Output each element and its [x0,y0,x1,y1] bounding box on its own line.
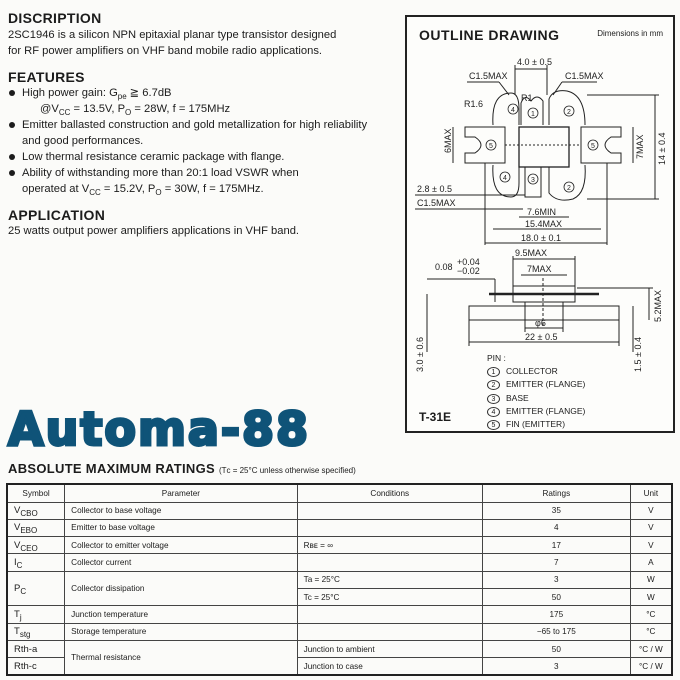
pin-number-icon: 5 [487,420,500,430]
cell-rating: 7 [482,554,630,571]
dim-min-lead: 7.6MIN [527,207,557,217]
pin-legend [487,352,585,431]
pin-item [487,418,585,431]
cell-rating: 175 [482,606,630,623]
pin-label: EMITTER (FLANGE) [506,405,586,416]
pin-item [487,392,585,405]
pin-item [487,378,585,391]
feature-item: Low thermal resistance ceramic package with flange. [8,149,388,165]
dim-offset: 2.8 ± 0.5 [417,184,452,194]
svg-text:2: 2 [567,185,571,192]
table-row [7,606,672,623]
cell-unit: °C / W [630,658,672,675]
cell-conditions [297,623,482,640]
symbol-text: V [14,505,21,517]
pin-item [487,405,585,418]
dim-flange-thickness: 1.5 ± 0.4 [633,337,643,372]
cell-symbol [7,554,65,571]
symbol-subscript: CEO [20,543,38,553]
pin-number-icon: 4 [487,407,500,417]
dim-cap-width: 9.5MAX [515,248,548,258]
svg-text:4: 4 [511,107,515,114]
feature-text: = 13.5V, P [70,103,126,115]
cell-symbol: Rth-a [7,640,65,657]
feature-text: = 15.2V, P [100,183,156,195]
cell-rating: 3 [482,571,630,588]
dim-overall-height: 14 ± 0.4 [657,132,667,165]
cell-rating: 35 [482,502,630,519]
feature-text: operated at V [22,183,90,195]
cell-parameter: Collector to base voltage [65,502,297,519]
dim-flange-length: 22 ± 0.5 [525,332,558,342]
dim-r1: R1 [521,93,533,103]
application-section [8,207,388,239]
dim-height: 5.2MAX [653,289,663,322]
dim-r16: R1.6 [464,99,484,109]
pin-legend-title: PIN : [487,353,506,363]
feature-text: @V [40,103,59,115]
description-line-2: for RF power amplifiers on VHF band mobile radio applications. [8,45,323,57]
cell-parameter: Collector to emitter voltage [65,537,297,554]
feature-text: Ability of withstanding more than 20:1 load VSWR when [22,167,299,179]
cell-symbol [7,606,65,623]
cell-conditions: Ta = 25°C [297,571,482,588]
cell-rating: 50 [482,640,630,657]
svg-text:4: 4 [503,175,507,182]
cell-rating: −65 to 175 [482,623,630,640]
cell-unit: °C / W [630,640,672,657]
cell-conditions [297,502,482,519]
pin-label: COLLECTOR [506,366,558,377]
features-section [8,69,388,197]
application-heading: APPLICATION [8,207,106,223]
feature-subscript: O [155,188,162,197]
table-row [7,554,672,571]
feature-subscript: pe [117,92,127,101]
cell-conditions [297,554,482,571]
outline-drawing-panel [405,15,675,433]
cell-parameter: Storage temperature [65,623,297,640]
cell-symbol [7,537,65,554]
pin-label: EMITTER (FLANGE) [506,379,586,390]
top-view-drawing-icon [407,47,677,247]
symbol-text: P [14,582,21,594]
cell-conditions [297,606,482,623]
table-header-row [7,484,672,502]
cell-conditions: Junction to ambient [297,640,482,657]
cell-parameter: Collector dissipation [65,571,297,606]
table-row [7,537,672,554]
svg-text:3: 3 [531,177,535,184]
dim-tolerance: 0.08 [435,262,453,272]
dim-stud: φ6 [535,318,546,328]
dimensions-unit-note: Dimensions in mm [597,29,663,38]
symbol-text: I [14,557,17,569]
cell-parameter: Thermal resistance [65,640,297,675]
symbol-subscript: CBO [20,509,38,519]
package-code: T-31E [419,410,452,424]
feature-text: ≧ 6.7dB [126,87,172,99]
dim-overall-width: 18.0 ± 0.1 [521,233,561,243]
cell-conditions [297,519,482,536]
cell-unit: °C [630,606,672,623]
left-column [8,10,388,249]
symbol-subscript: EBO [20,526,38,536]
svg-text:2: 2 [567,109,571,116]
outline-title: OUTLINE DRAWING [419,27,560,43]
pin-item [487,365,585,378]
cell-symbol [7,519,65,536]
cell-rating: 3 [482,658,630,675]
dim-inner-width: 7MAX [527,264,552,274]
description-line-1: 2SC1946 is a silicon NPN epitaxial planar type transistor designed [8,29,337,41]
ratings-title: ABSOLUTE MAXIMUM RATINGS [8,461,216,476]
brand-logo: Automa-88 [8,402,311,456]
ratings-table [6,483,673,676]
feature-condition [22,101,388,117]
col-ratings: Ratings [482,484,630,502]
feature-text: High power gain: G [22,87,118,99]
cell-rating: 4 [482,519,630,536]
pin-number-icon: 1 [487,367,500,377]
dim-chamfer-left: C1.5MAX [469,71,508,81]
dim-body-height: 7MAX [635,134,645,159]
cell-symbol [7,623,65,640]
feature-item: Emitter ballasted construction and gold metallization for high reliability and good performances. [8,117,388,149]
description-section [8,10,388,59]
pin-label: FIN (EMITTER) [506,419,566,430]
pin-label: BASE [506,392,529,403]
symbol-text: V [14,539,21,551]
ratings-heading [8,461,356,476]
svg-text:1: 1 [531,111,535,118]
symbol-text: T [14,626,20,638]
feature-subscript: CC [58,108,71,117]
cell-parameter: Emitter to base voltage [65,519,297,536]
dim-chamfer-right: C1.5MAX [565,71,604,81]
dim-flange-height: 6MAX [443,128,453,153]
col-symbol: Symbol [7,484,65,502]
feature-subscript: O [125,108,132,117]
pin-number-icon: 3 [487,394,500,404]
table-row [7,640,672,657]
cell-unit: A [630,554,672,571]
application-text: 25 watts output power amplifiers applications in VHF band. [8,225,300,237]
symbol-text: T [14,608,20,620]
cell-parameter: Collector current [65,554,297,571]
cell-unit: V [630,537,672,554]
table-row [7,623,672,640]
symbol-subscript: C [16,561,23,571]
feature-text: = 30W, f = 175MHz. [161,183,264,195]
col-conditions: Conditions [297,484,482,502]
table-row [7,519,672,536]
dim-total-height: 3.0 ± 0.6 [415,337,425,372]
cell-unit: W [630,571,672,588]
symbol-subscript: stg [19,630,31,640]
table-row [7,571,672,588]
cell-rating: 50 [482,588,630,605]
svg-text:5: 5 [591,143,595,150]
cell-parameter: Junction temperature [65,606,297,623]
col-parameter: Parameter [65,484,297,502]
svg-text:5: 5 [489,143,493,150]
cell-unit: °C [630,623,672,640]
cell-symbol: Rth-c [7,658,65,675]
cell-conditions: Rʙᴇ = ∞ [297,537,482,554]
ratings-note: (Tᴄ = 25°C unless otherwise specified) [218,466,356,475]
cell-conditions: Tc = 25°C [297,588,482,605]
col-unit: Unit [630,484,672,502]
cell-unit: V [630,519,672,536]
cell-unit: V [630,502,672,519]
symbol-subscript: j [19,612,22,622]
dim-lead-width: 4.0 ± 0.5 [517,57,552,67]
dim-tol-minus: −0.02 [457,266,480,276]
dim-tol-plus: +0.04 [457,257,480,267]
feature-item [8,85,388,117]
dim-body-width: 15.4MAX [525,219,563,229]
table-row [7,502,672,519]
cell-symbol [7,571,65,606]
description-heading: DISCRIPTION [8,10,102,26]
features-list [8,85,388,197]
pin-number-icon: 2 [487,380,500,390]
feature-subscript: CC [89,188,101,197]
cell-symbol [7,502,65,519]
features-heading: FEATURES [8,69,85,85]
symbol-subscript: C [20,586,27,596]
symbol-text: V [14,522,21,534]
cell-unit: W [630,588,672,605]
cell-conditions: Junction to case [297,658,482,675]
dim-chamfer-bottom: C1.5MAX [417,198,456,208]
feature-item [8,165,388,197]
cell-rating: 17 [482,537,630,554]
feature-text: = 28W, f = 175MHz [131,103,231,115]
